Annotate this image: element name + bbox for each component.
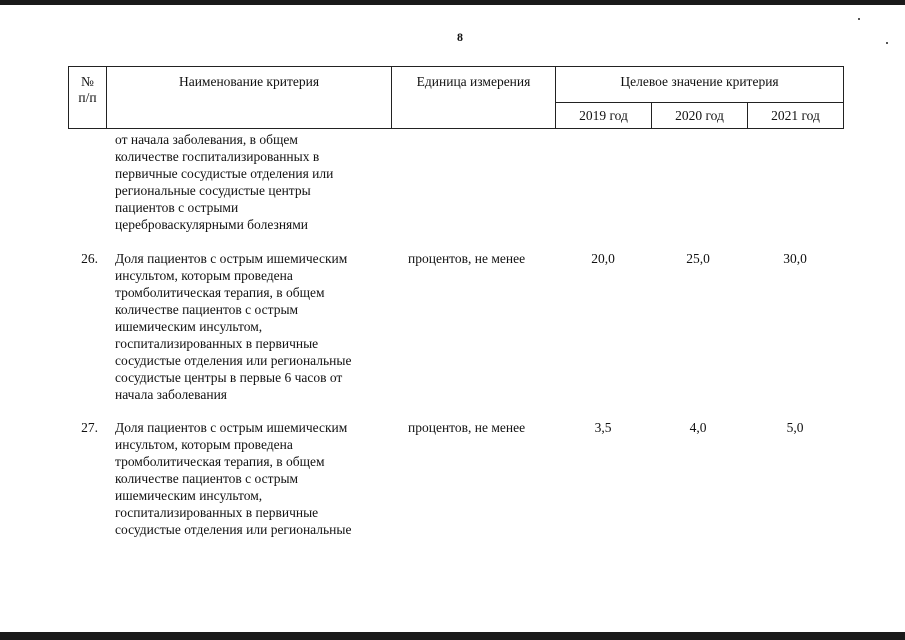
table-header — [68, 66, 844, 129]
unit-cell: процентов, не менее — [408, 251, 526, 266]
header-year-2020: 2020 год — [652, 103, 748, 129]
value-2020: 4,0 — [689, 420, 707, 435]
criterion-name: Доля пациентов с острым ишемическим инсультом, которым проведена тромболитическая терапия, в общем количестве пациентов с острым ишемическим инсультом, госпитализированных в первичные сосудистые отделения или региональные сосудистые центры в первые 6 часов от начала заболевания — [115, 251, 352, 402]
unit-cell: процентов, не менее — [408, 420, 526, 435]
header-criterion-name: Наименование критерия — [107, 67, 392, 129]
continued-criterion-text: от начала заболевания, в общем количестве госпитализированных в первичные сосудистые отделения или региональные сосудистые центры пациентов с острыми цереброваскулярными болезнями — [115, 132, 334, 232]
scan-edge-top — [0, 0, 905, 5]
page-number: 8 — [457, 30, 463, 44]
header-number: № п/п — [69, 67, 107, 129]
criterion-name: Доля пациентов с острым ишемическим инсультом, которым проведена тромболитическая терапия, в общем количестве пациентов с острым ишемическим инсультом, госпитализированных в первичные сосудистые отделения или региональные — [115, 420, 352, 537]
scan-speck — [886, 42, 888, 44]
header-year-2021: 2021 год — [748, 103, 844, 129]
value-2020: 25,0 — [686, 251, 710, 266]
row-number: 26. — [81, 251, 98, 266]
header-year-2019: 2019 год — [556, 103, 652, 129]
value-2019: 20,0 — [591, 251, 615, 266]
scan-speck — [858, 18, 860, 20]
header-target-value: Целевое значение критерия — [556, 67, 844, 103]
value-2019: 3,5 — [594, 420, 612, 435]
value-2021: 30,0 — [783, 251, 807, 266]
scan-edge-bottom — [0, 632, 905, 640]
value-2021: 5,0 — [786, 420, 804, 435]
row-number: 27. — [81, 420, 98, 435]
header-unit: Единица измерения — [392, 67, 556, 129]
